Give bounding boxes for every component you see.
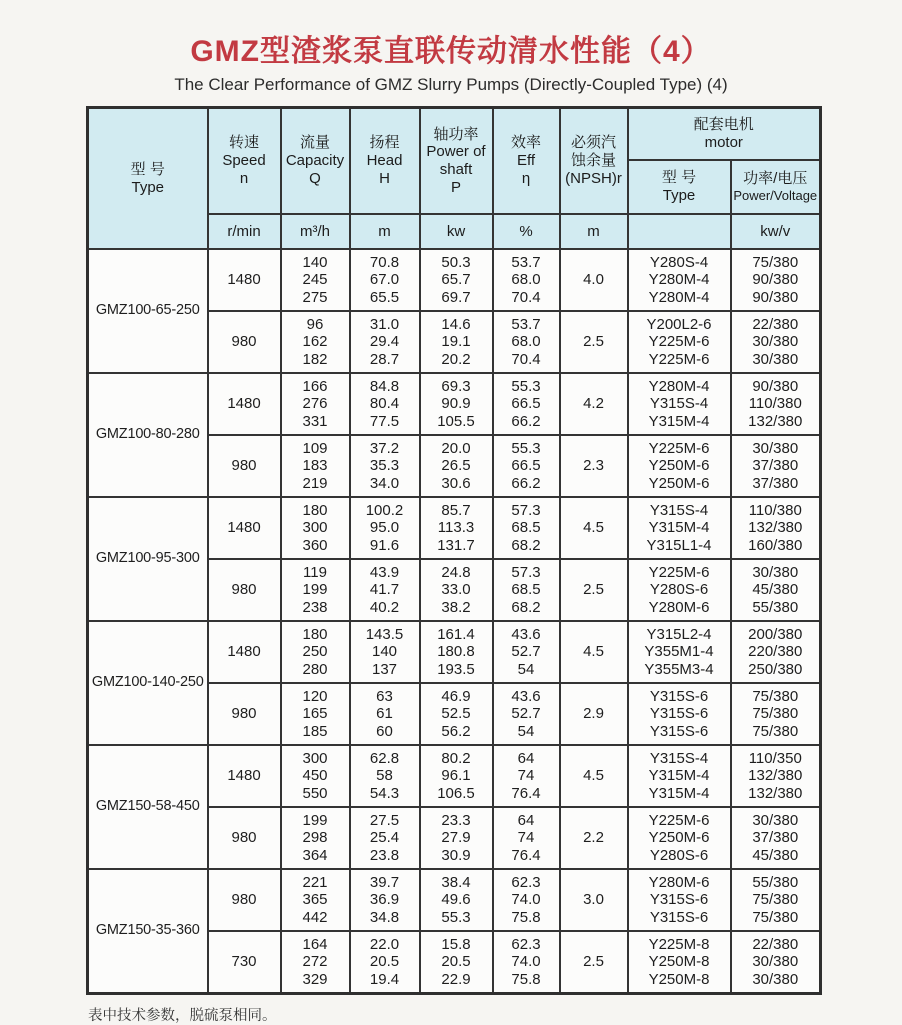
cell-motor-type: Y225M-6 Y250M-6 Y250M-6 (628, 435, 731, 497)
col-header-motor-power-voltage: 功率/电压 Power/Voltage (731, 160, 821, 214)
cell-pump-model: GMZ100-65-250 (88, 249, 208, 373)
col-header-pump-type-en: Type (131, 178, 165, 196)
table-row (88, 745, 821, 807)
cell-power-voltage: 75/380 90/380 90/380 (731, 249, 821, 311)
cell-head: 39.7 36.9 34.8 (350, 869, 420, 931)
page-subtitle: The Clear Performance of GMZ Slurry Pumps (Directly-Coupled Type) (4) (174, 75, 728, 94)
col-header-shaft-power: 轴功率 Power of shaft P (420, 108, 493, 215)
cell-head: 27.5 25.4 23.8 (350, 807, 420, 869)
col-header-motor-group: 配套电机 motor (628, 108, 821, 161)
cell-speed: 980 (208, 807, 281, 869)
cell-power-voltage: 30/380 45/380 55/380 (731, 559, 821, 621)
cell-npsh: 2.5 (560, 311, 628, 373)
cell-shaft-power: 15.8 20.5 22.9 (420, 931, 493, 993)
cell-shaft-power: 46.9 52.5 56.2 (420, 683, 493, 745)
cell-motor-type: Y225M-6 Y250M-6 Y280S-6 (628, 807, 731, 869)
cell-shaft-power: 24.8 33.0 38.2 (420, 559, 493, 621)
cell-efficiency: 55.3 66.5 66.2 (493, 435, 560, 497)
cell-head: 84.8 80.4 77.5 (350, 373, 420, 435)
cell-speed: 1480 (208, 497, 281, 559)
cell-shaft-power: 69.3 90.9 105.5 (420, 373, 493, 435)
cell-motor-type: Y280S-4 Y280M-4 Y280M-4 (628, 249, 731, 311)
cell-head: 100.2 95.0 91.6 (350, 497, 420, 559)
cell-npsh: 2.2 (560, 807, 628, 869)
col-header-capacity: 流量 Capacity Q (281, 108, 350, 215)
footnote: 表中技术参数，脱硫泵相同。 (88, 1007, 277, 1024)
cell-npsh: 2.9 (560, 683, 628, 745)
cell-shaft-power: 161.4 180.8 193.5 (420, 621, 493, 683)
col-header-motor-type: 型 号 Type (628, 160, 731, 214)
cell-npsh: 4.5 (560, 497, 628, 559)
unit-capacity: m³/h (281, 214, 350, 249)
cell-motor-type: Y225M-6 Y280S-6 Y280M-6 (628, 559, 731, 621)
cell-speed: 980 (208, 869, 281, 931)
cell-speed: 730 (208, 931, 281, 993)
cell-motor-type: Y315S-4 Y315M-4 Y315M-4 (628, 745, 731, 807)
cell-capacity: 300 450 550 (281, 745, 350, 807)
cell-head: 143.5 140 137 (350, 621, 420, 683)
cell-efficiency: 62.3 74.0 75.8 (493, 931, 560, 993)
performance-table (86, 106, 822, 995)
unit-motor-type (628, 214, 731, 249)
table-row (88, 373, 821, 435)
cell-head: 63 61 60 (350, 683, 420, 745)
cell-efficiency: 62.3 74.0 75.8 (493, 869, 560, 931)
unit-efficiency: % (493, 214, 560, 249)
cell-efficiency: 53.7 68.0 70.4 (493, 311, 560, 373)
cell-capacity: 180 300 360 (281, 497, 350, 559)
cell-head: 70.8 67.0 65.5 (350, 249, 420, 311)
cell-speed: 980 (208, 559, 281, 621)
cell-power-voltage: 55/380 75/380 75/380 (731, 869, 821, 931)
cell-npsh: 3.0 (560, 869, 628, 931)
cell-efficiency: 43.6 52.7 54 (493, 683, 560, 745)
cell-shaft-power: 80.2 96.1 106.5 (420, 745, 493, 807)
unit-shaft-power: kw (420, 214, 493, 249)
cell-head: 37.2 35.3 34.0 (350, 435, 420, 497)
cell-npsh: 2.3 (560, 435, 628, 497)
table-header (88, 108, 821, 250)
unit-head: m (350, 214, 420, 249)
cell-power-voltage: 110/350 132/380 132/380 (731, 745, 821, 807)
cell-power-voltage: 110/380 132/380 160/380 (731, 497, 821, 559)
col-header-head: 扬程 Head H (350, 108, 420, 215)
cell-npsh: 4.5 (560, 745, 628, 807)
table-body (88, 249, 821, 993)
cell-motor-type: Y200L2-6 Y225M-6 Y225M-6 (628, 311, 731, 373)
cell-head: 62.8 58 54.3 (350, 745, 420, 807)
cell-capacity: 199 298 364 (281, 807, 350, 869)
cell-npsh: 4.0 (560, 249, 628, 311)
table-row (88, 869, 821, 931)
cell-capacity: 166 276 331 (281, 373, 350, 435)
cell-capacity: 119 199 238 (281, 559, 350, 621)
cell-speed: 980 (208, 311, 281, 373)
cell-head: 31.0 29.4 28.7 (350, 311, 420, 373)
cell-power-voltage: 75/380 75/380 75/380 (731, 683, 821, 745)
cell-motor-type: Y315S-6 Y315S-6 Y315S-6 (628, 683, 731, 745)
cell-speed: 980 (208, 435, 281, 497)
cell-motor-type: Y280M-6 Y315S-6 Y315S-6 (628, 869, 731, 931)
cell-pump-model: GMZ100-95-300 (88, 497, 208, 621)
col-header-pump-type (88, 108, 208, 250)
cell-pump-model: GMZ150-58-450 (88, 745, 208, 869)
cell-npsh: 4.2 (560, 373, 628, 435)
table-row (88, 621, 821, 683)
cell-shaft-power: 14.6 19.1 20.2 (420, 311, 493, 373)
unit-speed: r/min (208, 214, 281, 249)
cell-npsh: 4.5 (560, 621, 628, 683)
cell-speed: 980 (208, 683, 281, 745)
col-header-pump-type-cn: 型 号 (130, 160, 165, 178)
cell-shaft-power: 50.3 65.7 69.7 (420, 249, 493, 311)
table-row (88, 497, 821, 559)
cell-power-voltage: 30/380 37/380 45/380 (731, 807, 821, 869)
cell-capacity: 221 365 442 (281, 869, 350, 931)
cell-power-voltage: 22/380 30/380 30/380 (731, 311, 821, 373)
col-header-npsh: 必须汽 蚀余量 (NPSH)r (560, 108, 628, 215)
cell-shaft-power: 20.0 26.5 30.6 (420, 435, 493, 497)
cell-efficiency: 57.3 68.5 68.2 (493, 559, 560, 621)
cell-motor-type: Y315L2-4 Y355M1-4 Y355M3-4 (628, 621, 731, 683)
cell-shaft-power: 85.7 113.3 131.7 (420, 497, 493, 559)
table-row (88, 249, 821, 311)
cell-head: 22.0 20.5 19.4 (350, 931, 420, 993)
cell-capacity: 109 183 219 (281, 435, 350, 497)
cell-capacity: 96 162 182 (281, 311, 350, 373)
cell-pump-model: GMZ150-35-360 (88, 869, 208, 993)
col-header-efficiency: 效率 Eff η (493, 108, 560, 215)
cell-efficiency: 57.3 68.5 68.2 (493, 497, 560, 559)
cell-head: 43.9 41.7 40.2 (350, 559, 420, 621)
cell-efficiency: 64 74 76.4 (493, 745, 560, 807)
cell-capacity: 120 165 185 (281, 683, 350, 745)
cell-motor-type: Y225M-8 Y250M-8 Y250M-8 (628, 931, 731, 993)
cell-capacity: 164 272 329 (281, 931, 350, 993)
cell-efficiency: 53.7 68.0 70.4 (493, 249, 560, 311)
cell-npsh: 2.5 (560, 931, 628, 993)
cell-capacity: 140 245 275 (281, 249, 350, 311)
cell-speed: 1480 (208, 373, 281, 435)
page-title: GMZ型渣浆泵直联传动清水性能（4） (190, 35, 712, 68)
unit-npsh: m (560, 214, 628, 249)
cell-motor-type: Y315S-4 Y315M-4 Y315L1-4 (628, 497, 731, 559)
cell-power-voltage: 200/380 220/380 250/380 (731, 621, 821, 683)
cell-pump-model: GMZ100-140-250 (88, 621, 208, 745)
cell-power-voltage: 22/380 30/380 30/380 (731, 931, 821, 993)
cell-motor-type: Y280M-4 Y315S-4 Y315M-4 (628, 373, 731, 435)
cell-power-voltage: 90/380 110/380 132/380 (731, 373, 821, 435)
cell-capacity: 180 250 280 (281, 621, 350, 683)
cell-efficiency: 43.6 52.7 54 (493, 621, 560, 683)
cell-efficiency: 55.3 66.5 66.2 (493, 373, 560, 435)
cell-efficiency: 64 74 76.4 (493, 807, 560, 869)
cell-pump-model: GMZ100-80-280 (88, 373, 208, 497)
cell-speed: 1480 (208, 621, 281, 683)
col-header-speed: 转速 Speed n (208, 108, 281, 215)
cell-speed: 1480 (208, 249, 281, 311)
cell-npsh: 2.5 (560, 559, 628, 621)
cell-power-voltage: 30/380 37/380 37/380 (731, 435, 821, 497)
unit-motor-power-voltage: kw/v (731, 214, 821, 249)
cell-shaft-power: 23.3 27.9 30.9 (420, 807, 493, 869)
cell-speed: 1480 (208, 745, 281, 807)
cell-shaft-power: 38.4 49.6 55.3 (420, 869, 493, 931)
